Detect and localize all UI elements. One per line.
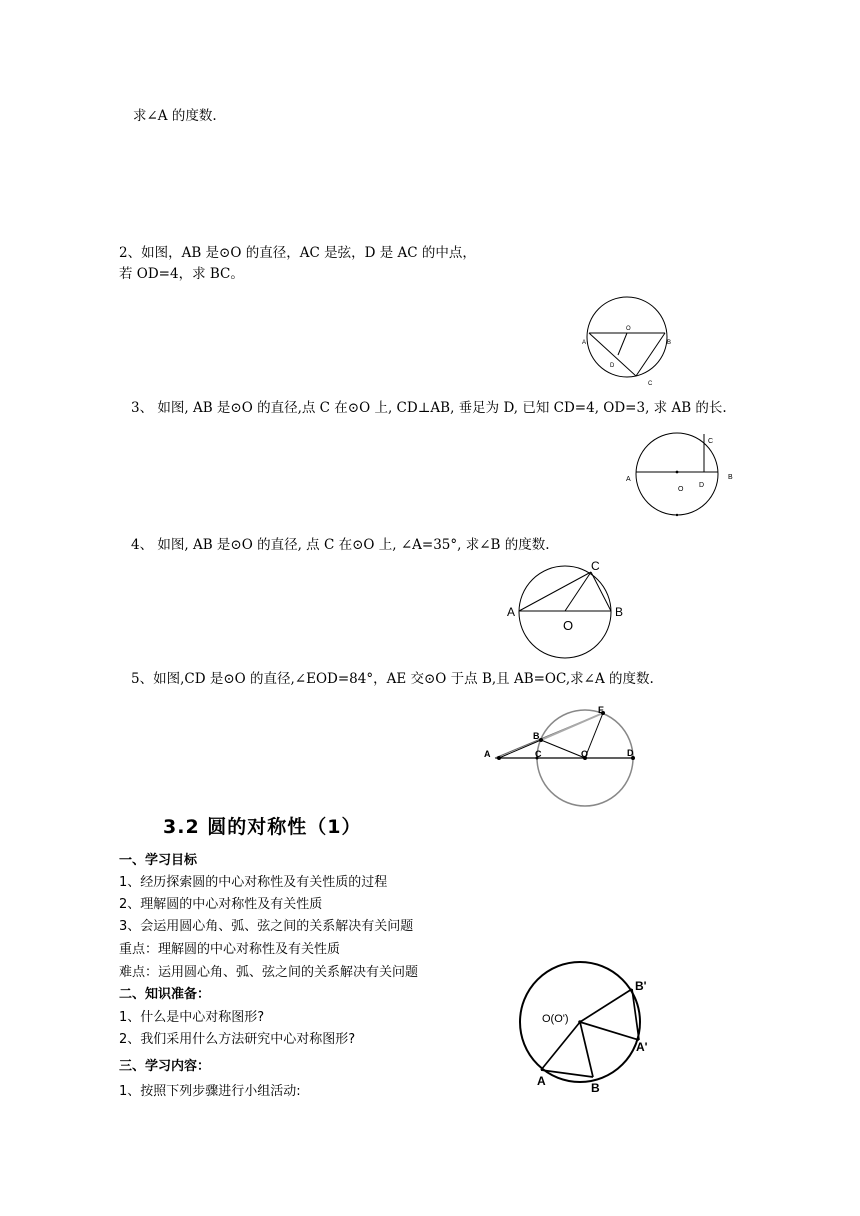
heading-learning-goals: 一、学习目标	[119, 853, 198, 868]
fig5-label-a: A	[484, 749, 491, 759]
fig6-label-o: O(O')	[542, 1013, 569, 1025]
goal-3: 3、会运用圆心角、弧、弦之间的关系解决有关问题	[119, 919, 414, 934]
difficulty-point: 难点：运用圆心角、弧、弦之间的关系解决有关问题	[119, 965, 419, 980]
prep-question-2: 2、我们采用什么方法研究中心对称图形?	[119, 1032, 356, 1047]
activity-instruction: 1、按照下列步骤进行小组活动:	[119, 1084, 301, 1099]
problem-5-question: 5、如图,CD 是⊙O 的直径,∠EOD=84°，AE 交⊙O 于点 B,且 AB=OC,求∠A 的度数.	[131, 671, 654, 687]
fig4-label-c: C	[591, 559, 600, 573]
prep-question-1: 1、什么是中心对称图形?	[119, 1010, 265, 1025]
problem-2-line-1: 2、如图，AB 是⊙O 的直径，AC 是弦，D 是 AC 的中点，	[119, 245, 476, 261]
figure-problem-4	[500, 555, 640, 660]
fig6-label-b-prime: B'	[635, 979, 647, 993]
fig3-label-c: C	[708, 438, 714, 445]
goal-2: 2、理解圆的中心对称性及有关性质	[119, 897, 323, 912]
figure-problem-3	[620, 428, 750, 523]
goal-1: 1、经历探索圆的中心对称性及有关性质的过程	[119, 875, 388, 890]
figure-problem-2	[560, 285, 690, 395]
fig3-label-b: B	[728, 474, 733, 481]
problem-3-question: 3、 如图, AB 是⊙O 的直径,点 C 在⊙O 上, CD⊥AB, 垂足为 D, 已知 CD=4, OD=3, 求 AB 的长.	[131, 400, 727, 416]
fig2-label-a: A	[582, 340, 587, 346]
fig4-label-o: O	[563, 618, 574, 633]
fig3-label-o: O	[678, 486, 684, 493]
fig5-label-d: D	[627, 748, 634, 758]
problem-4-question: 4、 如图, AB 是⊙O 的直径, 点 C 在⊙O 上, ∠A=35°, 求∠B 的度数.	[131, 537, 550, 553]
fig6-label-b: B	[591, 1081, 600, 1095]
fig5-label-o: O	[581, 749, 589, 759]
fig2-label-o: O	[626, 326, 631, 332]
key-point: 重点：理解圆的中心对称性及有关性质	[119, 942, 341, 957]
fig5-label-e: E	[598, 705, 605, 715]
fig5-label-c: C	[535, 749, 542, 759]
section-title: 3.2 圆的对称性（1）	[163, 816, 362, 838]
fig3-label-d: D	[699, 482, 705, 489]
fig4-label-b: B	[615, 605, 624, 619]
fig4-label-a: A	[507, 605, 516, 619]
problem-2-line-2: 若 OD=4，求 BC。	[119, 266, 244, 282]
fig5-label-b: B	[533, 731, 540, 741]
fig2-label-c: C	[648, 381, 653, 387]
fig3-label-a: A	[626, 476, 631, 483]
fig2-label-d: D	[610, 363, 615, 369]
fig6-label-a-prime: A'	[636, 1040, 648, 1054]
fig2-label-b: B	[667, 340, 672, 346]
heading-knowledge-prep: 二、知识准备：	[119, 987, 211, 1002]
fig6-label-a: A	[537, 1074, 546, 1088]
problem-1-question: 求∠A 的度数.	[133, 108, 217, 124]
heading-learning-content: 三、学习内容：	[119, 1059, 211, 1074]
figure-rotation	[505, 955, 665, 1100]
figure-problem-5	[480, 700, 650, 810]
